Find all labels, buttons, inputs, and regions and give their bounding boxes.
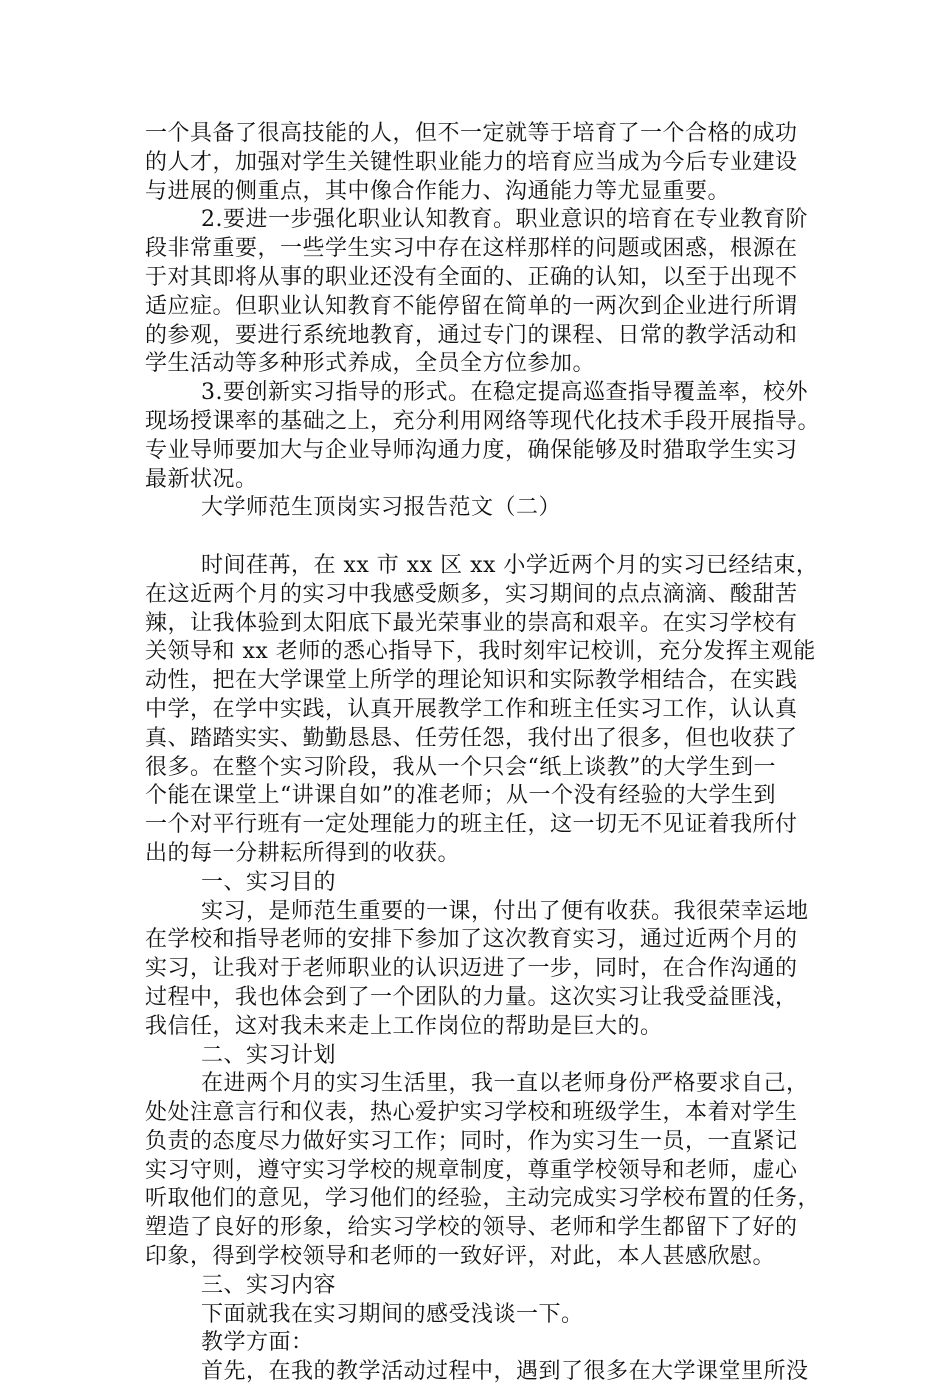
text-line: 学生活动等多种形式养成，全员全方位参加。	[145, 351, 596, 377]
text-line: 时间荏苒，在 xx 市 xx 区 xx 小学近两个月的实习已经结束，	[201, 552, 819, 578]
text-line: 实习守则，遵守实习学校的规章制度，尊重学校领导和老师，虚心	[145, 1157, 798, 1183]
text-line: 现场授课率的基础之上，充分利用网络等现代化技术手段开展指导。	[145, 408, 821, 434]
text-line: 处处注意言行和仪表，热心爱护实习学校和班级学生，本着对学生	[145, 1100, 798, 1126]
text-line: 动性，把在大学课堂上所学的理论知识和实际教学相结合，在实践	[145, 668, 798, 694]
text-line: 与进展的侧重点，其中像合作能力、沟通能力等尤显重要。	[145, 178, 731, 204]
text-line: 塑造了良好的形象，给实习学校的领导、老师和学生都留下了好的	[145, 1215, 798, 1241]
text-line: 于对其即将从事的职业还没有全面的、正确的认知，以至于出现不	[145, 264, 798, 290]
text-line: 实习，是师范生重要的一课，付出了便有收获。我很荣幸运地	[201, 898, 809, 924]
text-line: 出的每一分耕耘所得到的收获。	[145, 840, 461, 866]
text-line: 首先，在我的教学活动过程中，遇到了很多在大学课堂里所没	[201, 1359, 809, 1385]
text-line: 实习，让我对于老师职业的认识迈进了一步，同时，在合作沟通的	[145, 956, 798, 982]
text-line: 教学方面：	[201, 1330, 314, 1356]
blank-line	[145, 523, 825, 552]
text-line: 二、实习计划	[201, 1042, 337, 1068]
text-line: 2.要进一步强化职业认知教育。职业意识的培育在专业教育阶	[201, 207, 808, 233]
text-line: 过程中，我也体会到了一个团队的力量。这次实习让我受益匪浅，	[145, 984, 798, 1010]
text-line: 一个对平行班有一定处理能力的班主任，这一切无不见证着我所付	[145, 812, 798, 838]
text-line: 负责的态度尽力做好实习工作；同时，作为实习生一员，一直紧记	[145, 1128, 798, 1154]
text-line: 一、实习目的	[201, 869, 337, 895]
text-line: 印象，得到学校领导和老师的一致好评，对此，本人甚感欣慰。	[145, 1244, 776, 1270]
text-line: 专业导师要加大与企业导师沟通力度，确保能够及时猎取学生实习	[145, 437, 798, 463]
text-line: 关领导和 xx 老师的悉心指导下，我时刻牢记校训，充分发挥主观能	[145, 639, 816, 665]
text-line: 个能在课堂上“讲课自如”的准老师；从一个没有经验的大学生到	[145, 783, 776, 809]
text-line: 段非常重要，一些学生实习中存在这样那样的问题或困惑，根源在	[145, 236, 798, 262]
text-line: 真、踏踏实实、勤勤恳恳、任劳任怨，我付出了很多，但也收获了	[145, 725, 798, 751]
text-line: 的人才，加强对学生关键性职业能力的培育应当成为今后专业建设	[145, 149, 798, 175]
text-line: 最新状况。	[145, 466, 258, 492]
text-line: 听取他们的意见，学习他们的经验，主动完成实习学校布置的任务，	[145, 1186, 821, 1212]
text-line: 的参观，要进行系统地教育，通过专门的课程、日常的教学活动和	[145, 322, 798, 348]
text-line: 在这近两个月的实习中我感受颇多，实习期间的点点滴滴、酸甜苦	[145, 581, 798, 607]
text-line: 适应症。但职业认知教育不能停留在简单的一两次到企业进行所谓	[145, 293, 798, 319]
text-line: 大学师范生顶岗实习报告范文（二）	[201, 495, 562, 521]
text-line: 中学，在学中实践，认真开展教学工作和班主任实习工作，认认真	[145, 696, 798, 722]
text-line: 在学校和指导老师的安排下参加了这次教育实习，通过近两个月的	[145, 927, 798, 953]
text-line: 三、实习内容	[201, 1272, 337, 1298]
text-line: 3.要创新实习指导的形式。在稳定提高巡查指导覆盖率，校外	[201, 380, 808, 406]
document-body	[145, 120, 825, 1387]
text-line: 我信任，这对我未来走上工作岗位的帮助是巨大的。	[145, 1013, 663, 1039]
text-line: 下面就我在实习期间的感受浅谈一下。	[201, 1301, 584, 1327]
text-line: 很多。在整个实习阶段，我从一个只会“纸上谈教”的大学生到一	[145, 754, 776, 780]
text-line: 一个具备了很高技能的人，但不一定就等于培育了一个合格的成功	[145, 121, 798, 146]
text-line: 辣，让我体验到太阳底下最光荣事业的崇高和艰辛。在实习学校有	[145, 610, 798, 636]
text-line: 在进两个月的实习生活里，我一直以老师身份严格要求自己，	[201, 1071, 809, 1097]
